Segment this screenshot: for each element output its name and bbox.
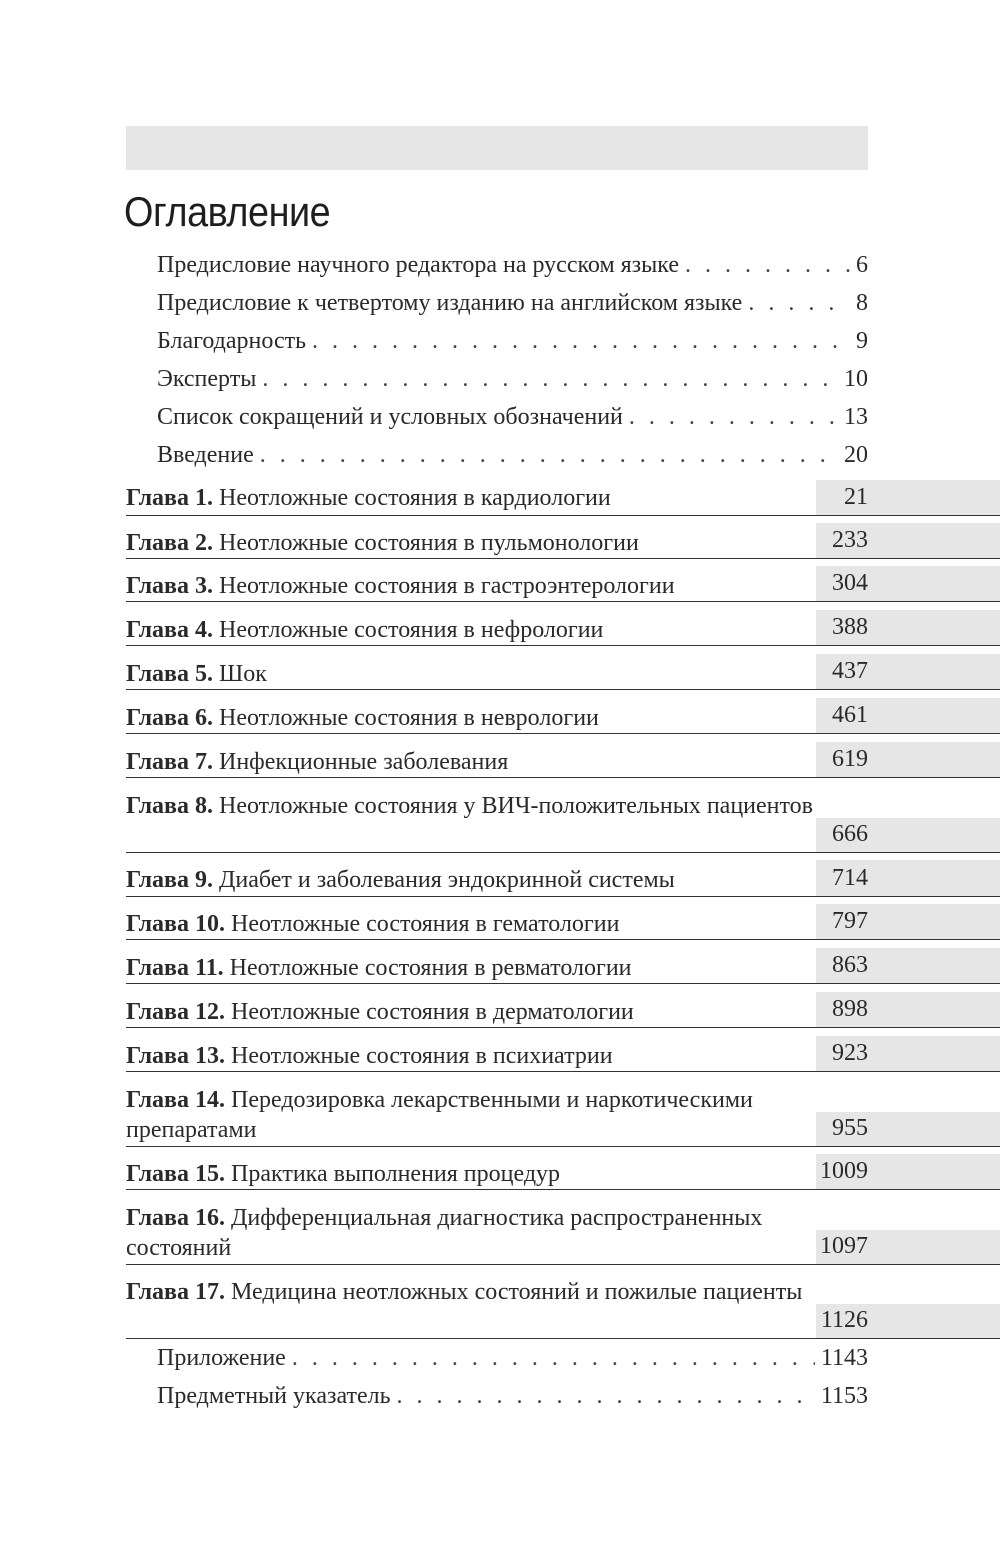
toc-front-item — [157, 366, 868, 402]
toc-front-item — [157, 252, 868, 288]
dot-leader — [292, 1345, 815, 1372]
chapter-page: 923 — [832, 1040, 868, 1066]
toc-chapter-row — [126, 904, 1000, 940]
chapter-title — [126, 1203, 816, 1263]
toc-chapter-row — [126, 1036, 1000, 1072]
chapter-page: 304 — [832, 570, 868, 596]
chapter-title — [126, 615, 816, 645]
chapter-page: 797 — [832, 908, 868, 934]
chapter-page: 233 — [832, 527, 868, 553]
toc-chapter-row — [126, 1154, 1000, 1190]
chapter-name: Неотложные состояния в дерматологии — [231, 999, 634, 1025]
toc-chapter-row — [126, 566, 1000, 602]
chapter-number: Глава 17. — [126, 1279, 225, 1305]
chapter-page: 898 — [832, 996, 868, 1022]
chapter-page: 21 — [844, 484, 868, 510]
chapter-number: Глава 5. — [126, 661, 213, 687]
chapter-name: Инфекционные заболевания — [219, 749, 509, 775]
chapter-title — [126, 791, 816, 821]
toc-entry-page: 10 — [844, 366, 868, 392]
chapter-page: 863 — [832, 952, 868, 978]
dot-leader — [629, 404, 838, 431]
toc-entry-page: 1153 — [820, 1383, 868, 1409]
chapter-name: Неотложные состояния в нефрологии — [219, 617, 604, 643]
toc-entry-page: 1143 — [820, 1345, 868, 1371]
toc-chapter-row — [126, 1272, 1000, 1339]
toc-entry-label: Предметный указатель — [157, 1383, 391, 1409]
toc-chapter-row — [126, 654, 1000, 690]
chapter-title — [126, 703, 816, 733]
chapter-title — [126, 1159, 816, 1189]
chapter-name: Диабет и заболевания эндокринной системы — [219, 867, 675, 893]
toc-chapter-row — [126, 1198, 1000, 1265]
chapter-title — [126, 909, 816, 939]
chapter-page: 619 — [832, 746, 868, 772]
chapter-title — [126, 1085, 816, 1145]
toc-back-item — [157, 1345, 868, 1381]
toc-entry-label: Приложение — [157, 1345, 286, 1371]
chapter-number: Глава 14. — [126, 1087, 225, 1113]
chapter-name: Практика выполнения процедур — [231, 1161, 561, 1187]
chapter-name: Шок — [219, 661, 267, 687]
toc-front-item — [157, 328, 868, 364]
chapter-title — [126, 997, 816, 1027]
toc-chapter-row — [126, 610, 1000, 646]
chapter-number: Глава 16. — [126, 1205, 225, 1231]
dot-leader — [685, 252, 850, 279]
chapter-page: 714 — [832, 865, 868, 891]
chapter-name: Неотложные состояния в неврологии — [219, 705, 599, 731]
chapter-page: 1097 — [820, 1233, 868, 1259]
toc-chapter-row — [126, 948, 1000, 984]
chapter-title — [126, 659, 816, 689]
chapter-page: 955 — [832, 1115, 868, 1141]
chapter-title — [126, 1277, 816, 1307]
chapter-title — [126, 865, 816, 895]
chapter-number: Глава 1. — [126, 485, 213, 511]
toc-chapter-row — [126, 1080, 1000, 1147]
chapter-name: Неотложные состояния у ВИЧ-положительных пациентов — [219, 793, 813, 819]
chapter-title — [126, 747, 816, 777]
dot-leader — [262, 366, 838, 393]
toc-chapter-row — [126, 786, 1000, 853]
chapter-number: Глава 15. — [126, 1161, 225, 1187]
toc-chapter-row — [126, 992, 1000, 1028]
chapter-name: Неотложные состояния в психиатрии — [231, 1043, 613, 1069]
toc-chapter-row — [126, 860, 1000, 897]
toc-entry-label: Предисловие к четвертому изданию на английском языке — [157, 290, 743, 316]
chapter-name: Дифференциальная диагностика распространенных состояний — [126, 1205, 763, 1261]
chapter-number: Глава 8. — [126, 793, 213, 819]
toc-entry-page: 13 — [844, 404, 868, 430]
chapter-title — [126, 1041, 816, 1071]
chapter-number: Глава 11. — [126, 955, 224, 981]
toc-front-item — [157, 404, 868, 440]
chapter-name: Неотложные состояния в гематологии — [231, 911, 620, 937]
chapter-name: Неотложные состояния в гастроэнтерологии — [219, 573, 675, 599]
toc-entry-page: 20 — [844, 442, 868, 468]
chapter-number: Глава 7. — [126, 749, 213, 775]
dot-leader — [748, 290, 850, 317]
chapter-number: Глава 12. — [126, 999, 225, 1025]
chapter-number: Глава 13. — [126, 1043, 225, 1069]
toc-chapter-row — [126, 480, 1000, 516]
chapter-title — [126, 483, 816, 513]
chapter-name: Медицина неотложных состояний и пожилые пациенты — [231, 1279, 803, 1305]
chapter-number: Глава 9. — [126, 867, 213, 893]
chapter-number: Глава 3. — [126, 573, 213, 599]
toc-front-item — [157, 442, 868, 478]
chapter-name: Неотложные состояния в ревматологии — [229, 955, 632, 981]
chapter-page: 388 — [832, 614, 868, 640]
toc-chapter-row — [126, 742, 1000, 778]
chapter-page: 666 — [832, 821, 868, 847]
chapter-number: Глава 10. — [126, 911, 225, 937]
chapter-name: Неотложные состояния в кардиологии — [219, 485, 611, 511]
toc-entry-label: Эксперты — [157, 366, 257, 392]
chapter-name: Неотложные состояния в пульмонологии — [219, 530, 639, 556]
chapter-page: 437 — [832, 658, 868, 684]
chapter-page: 1009 — [820, 1158, 868, 1184]
toc-entry-label: Предисловие научного редактора на русском языке — [157, 252, 679, 278]
toc-entry-label: Благодарность — [157, 328, 307, 354]
toc-back-item — [157, 1383, 868, 1419]
toc-entry-label: Введение — [157, 442, 254, 468]
toc-entry-page: 8 — [856, 290, 868, 316]
chapter-number: Глава 4. — [126, 617, 213, 643]
chapter-title — [126, 528, 816, 558]
dot-leader — [312, 328, 850, 355]
header-band — [126, 126, 868, 170]
toc-front-item — [157, 290, 868, 326]
chapter-title — [126, 953, 816, 983]
chapter-page: 461 — [832, 702, 868, 728]
toc-entry-page: 6 — [856, 252, 868, 278]
dot-leader — [260, 442, 838, 469]
chapter-title — [126, 571, 816, 601]
toc-chapter-row — [126, 523, 1000, 559]
chapter-number: Глава 6. — [126, 705, 213, 731]
dot-leader — [397, 1383, 815, 1410]
toc-entry-page: 9 — [856, 328, 868, 354]
chapter-number: Глава 2. — [126, 530, 213, 556]
toc-chapter-row — [126, 698, 1000, 734]
toc-entry-label: Список сокращений и условных обозначений — [157, 404, 623, 430]
page-title: Оглавление — [124, 188, 331, 235]
chapter-page: 1126 — [820, 1307, 868, 1333]
chapter-name: Передозировка лекарственными и наркотическими препаратами — [126, 1087, 753, 1143]
